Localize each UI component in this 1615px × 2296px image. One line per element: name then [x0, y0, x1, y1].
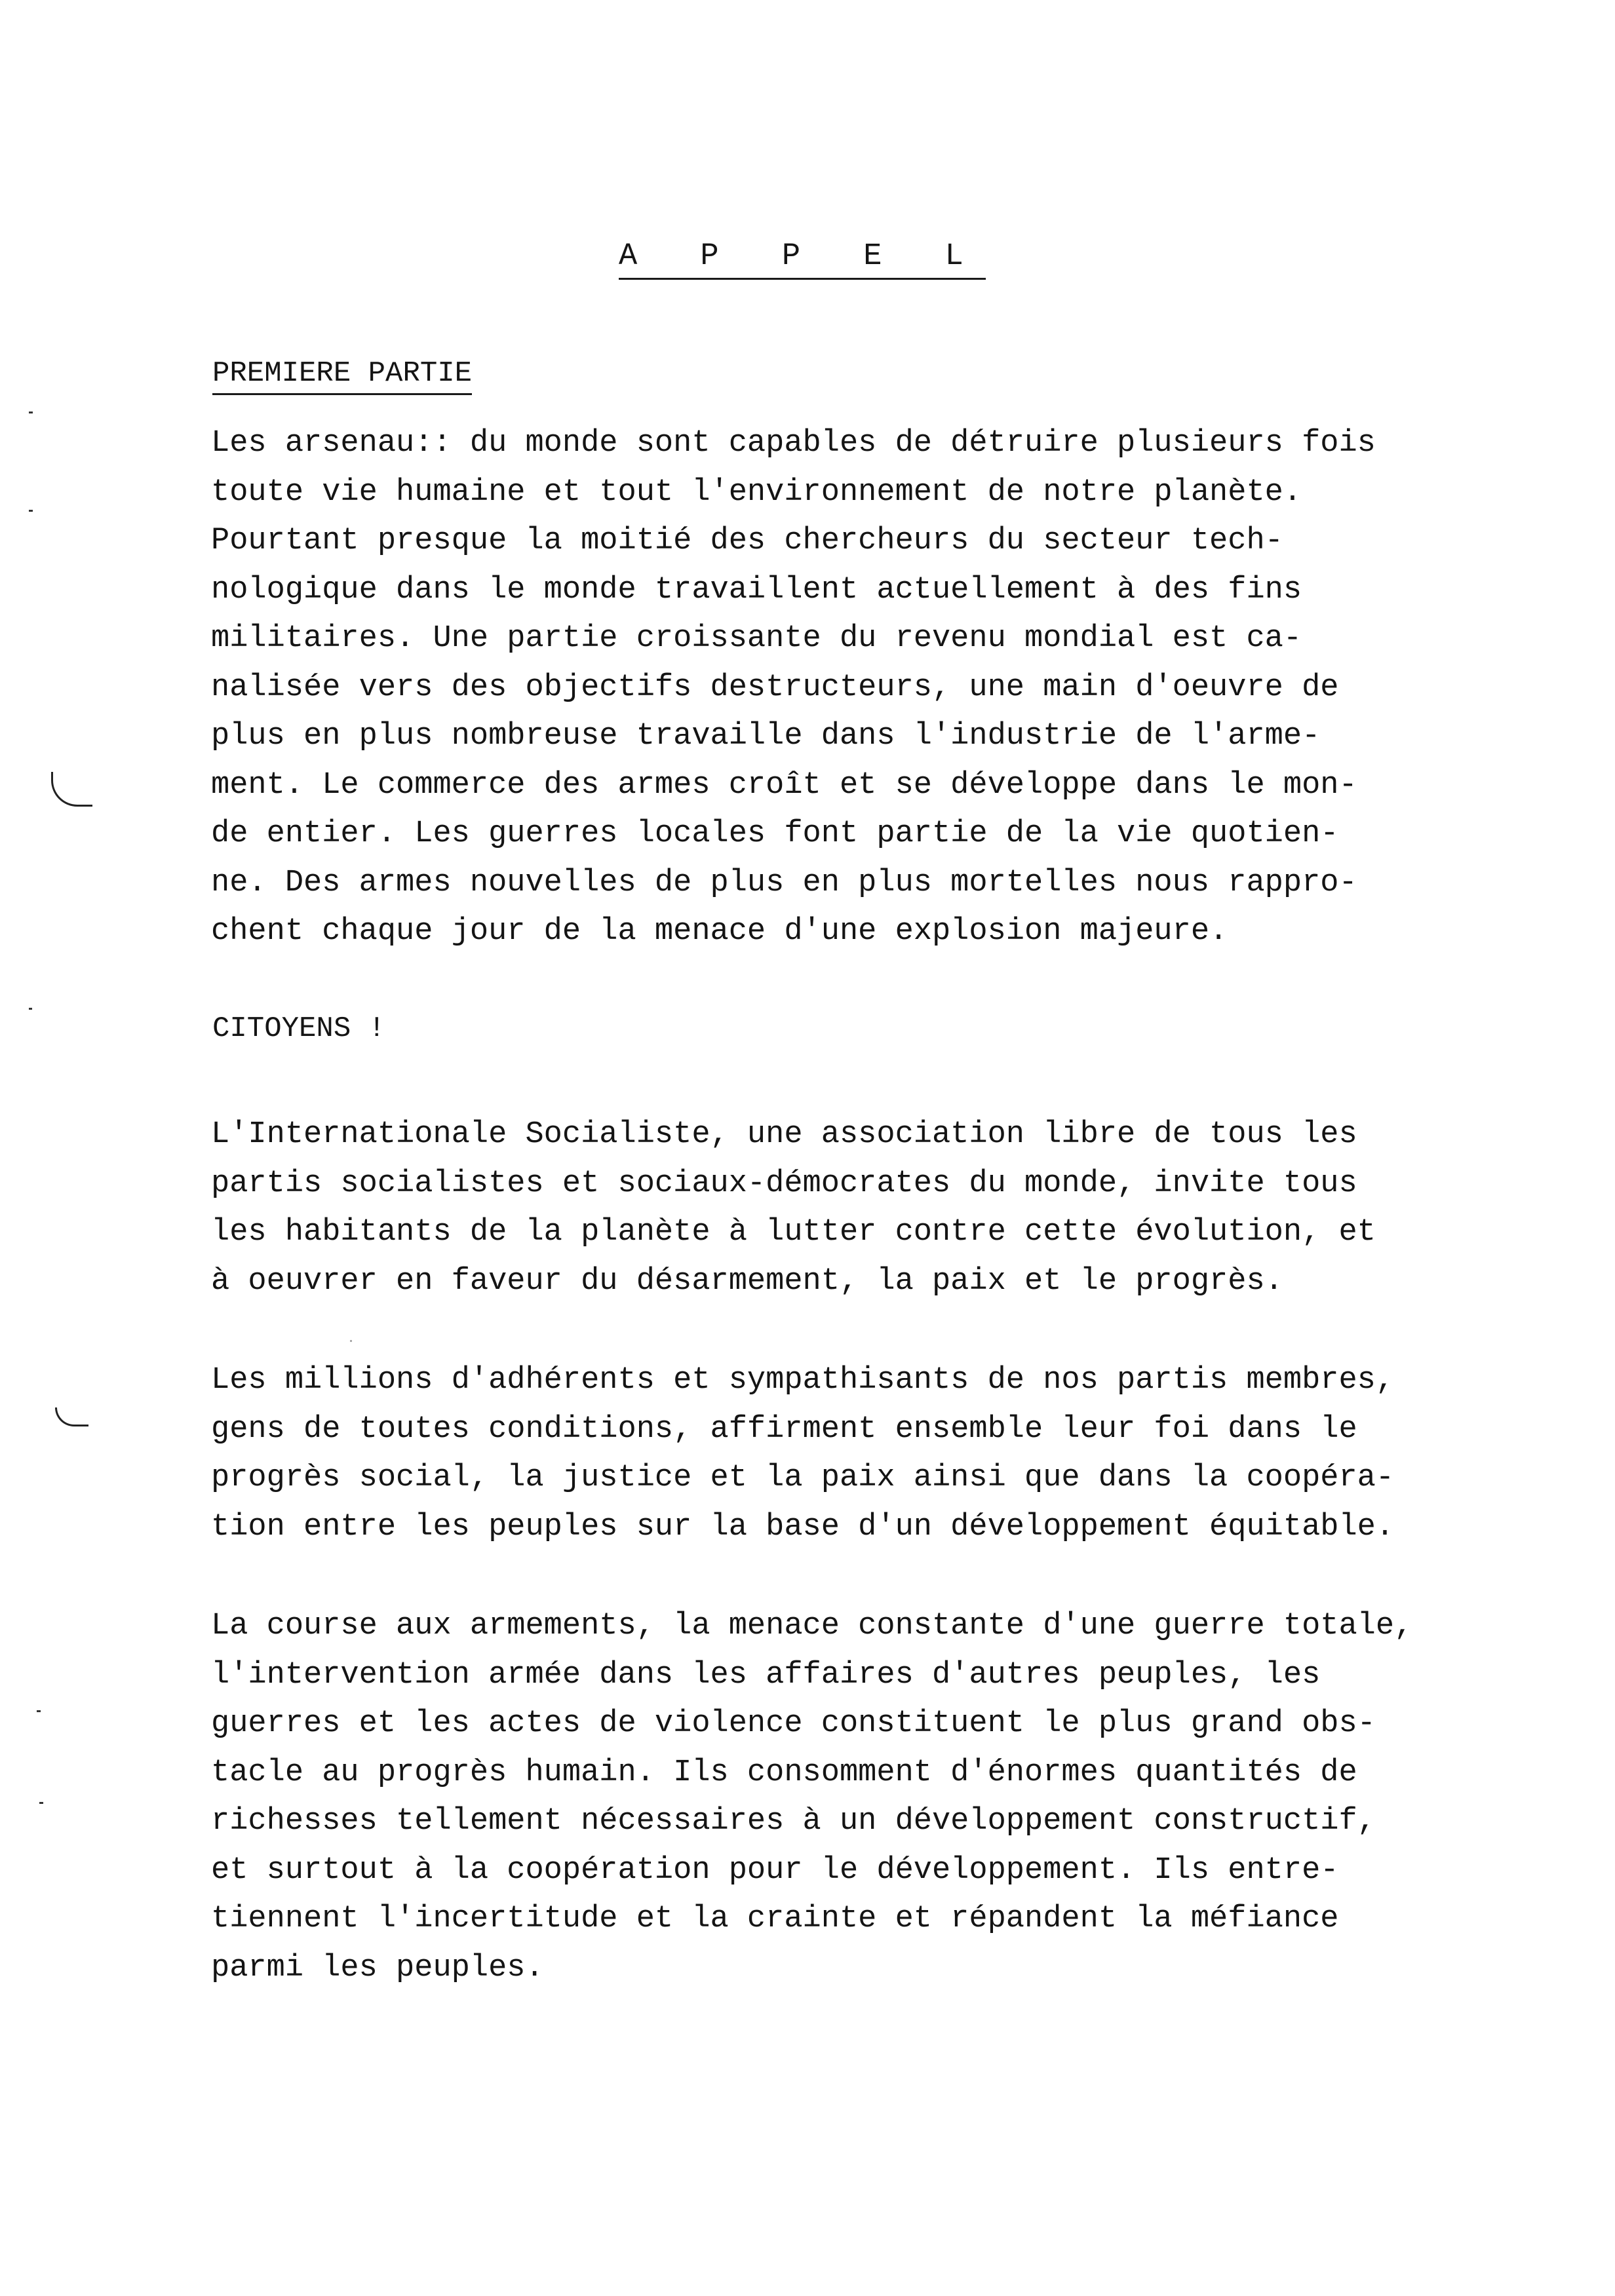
document-title: A P P E L [619, 237, 986, 280]
margin-mark [29, 411, 33, 413]
text-line: tacle au progrès humain. Ils consomment d'énormes quantités de [211, 1755, 1357, 1790]
text-line: tion entre les peuples sur la base d'un développement équitable. [211, 1509, 1395, 1544]
text-line: nalisée vers des objectifs destructeurs, une main d'oeuvre de [211, 670, 1339, 705]
paragraph-3 [211, 1356, 1456, 1552]
text-line: Les arsenau:: du monde sont capables de détruire plusieurs fois [211, 426, 1376, 461]
margin-hook-mark [51, 772, 92, 807]
text-line: richesses tellement nécessaires à un développement constructif, [211, 1804, 1376, 1839]
text-line: toute vie humaine et tout l'environnement de notre planète. [211, 474, 1302, 510]
text-line: chent chaque jour de la menace d'une explosion majeure. [211, 914, 1228, 949]
text-line: tiennent l'incertitude et la crainte et répandent la méfiance [211, 1902, 1339, 1936]
margin-hook-mark [55, 1407, 88, 1426]
speck-mark [350, 1340, 352, 1342]
margin-mark [39, 1802, 43, 1804]
margin-mark [37, 1710, 41, 1712]
text-line: Pourtant presque la moitié des chercheurs du secteur tech- [211, 524, 1283, 558]
text-line: l'intervention armée dans les affaires d'autres peuples, les [211, 1657, 1321, 1693]
paragraph-4 [211, 1602, 1456, 1993]
text-line: plus en plus nombreuse travaille dans l'industrie de l'arme- [211, 719, 1321, 754]
text-line: progrès social, la justice et la paix ainsi que dans la coopéra- [211, 1461, 1395, 1495]
text-line: La course aux armements, la menace constante d'une guerre totale, [211, 1609, 1413, 1643]
margin-mark [29, 1008, 32, 1010]
text-line: de entier. Les guerres locales font partie de la vie quotien- [211, 816, 1339, 851]
text-line: les habitants de la planète à lutter contre cette évolution, et [211, 1215, 1376, 1250]
text-line: nologique dans le monde travaillent actuellement à des fins [211, 572, 1302, 607]
text-line: militaires. Une partie croissante du revenu mondial est ca- [211, 621, 1302, 656]
text-line: gens de toutes conditions, affirment ensemble leur foi dans le [211, 1411, 1357, 1447]
section-heading: PREMIERE PARTIE [212, 354, 472, 395]
text-line: partis socialistes et sociaux-démocrates du monde, invite tous [211, 1166, 1357, 1201]
text-line: et surtout à la coopération pour le développement. Ils entre- [211, 1852, 1339, 1888]
text-line: L'Internationale Socialiste, une association libre de tous les [211, 1117, 1357, 1152]
paragraph-1 [211, 419, 1456, 957]
text-line: ment. Le commerce des armes croît et se développe dans le mon- [211, 767, 1357, 803]
margin-mark [29, 510, 33, 512]
text-line: Les millions d'adhérents et sympathisants de nos partis membres, [211, 1363, 1395, 1398]
text-line: guerres et les actes de violence constituent le plus grand obs- [211, 1706, 1376, 1741]
paragraph-2 [211, 1111, 1456, 1306]
text-line: à oeuvrer en faveur du désarmement, la paix et le progrès. [211, 1263, 1283, 1299]
citoyens-heading: CITOYENS ! [212, 1012, 386, 1045]
text-line: parmi les peuples. [211, 1950, 544, 1985]
text-line: ne. Des armes nouvelles de plus en plus mortelles nous rappro- [211, 865, 1357, 900]
